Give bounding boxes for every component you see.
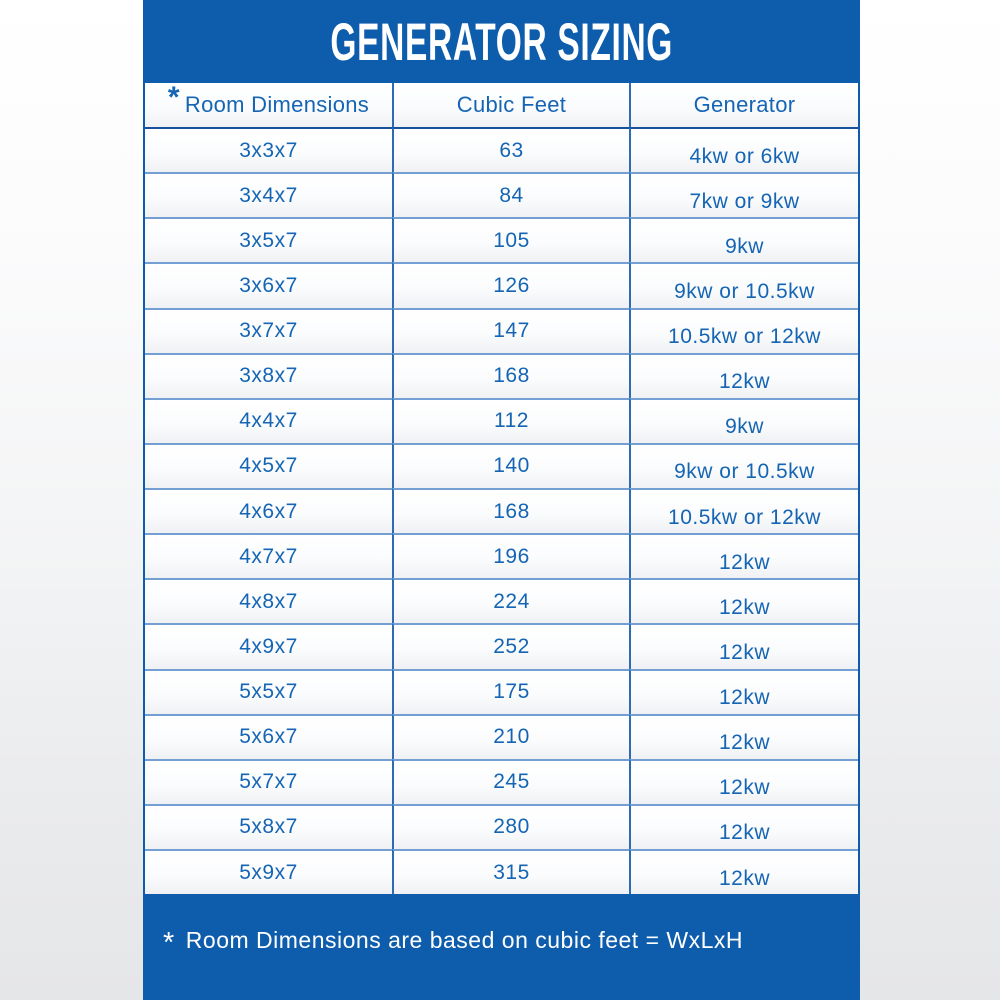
header-room-dimensions-label: Room Dimensions: [184, 92, 370, 117]
cell-generator: 12kw: [629, 759, 858, 804]
generator-sizing-panel: [143, 0, 860, 1000]
table-row: [145, 759, 858, 804]
cell-room-dimensions: 3x6x7: [145, 262, 392, 307]
cell-cubic-feet: 252: [392, 623, 629, 668]
cell-cubic-feet: 147: [392, 308, 629, 353]
table-row: [145, 217, 858, 262]
cell-cubic-feet: 168: [392, 353, 629, 398]
cell-generator: 9kw or 10.5kw: [629, 443, 858, 488]
cell-cubic-feet: 112: [392, 398, 629, 443]
footer-note-text: Room Dimensions are based on cubic feet = WxLxH: [185, 927, 744, 953]
header-room-dimensions: * Room Dimensions: [145, 83, 392, 127]
cell-cubic-feet: 168: [392, 488, 629, 533]
cell-generator: 12kw: [629, 714, 858, 759]
cell-generator: 12kw: [629, 533, 858, 578]
table-row: [145, 669, 858, 714]
title-bar: [143, 0, 860, 83]
table-row: [145, 127, 858, 172]
cell-generator: 12kw: [629, 353, 858, 398]
cell-cubic-feet: 84: [392, 172, 629, 217]
cell-cubic-feet: 315: [392, 849, 629, 894]
cell-room-dimensions: 4x5x7: [145, 443, 392, 488]
cell-generator: 9kw: [629, 398, 858, 443]
table-header-row: [145, 83, 858, 127]
cell-cubic-feet: 140: [392, 443, 629, 488]
cell-cubic-feet: 280: [392, 804, 629, 849]
cell-room-dimensions: 4x7x7: [145, 533, 392, 578]
cell-generator: 12kw: [629, 669, 858, 714]
cell-room-dimensions: 5x9x7: [145, 849, 392, 894]
cell-cubic-feet: 196: [392, 533, 629, 578]
header-cubic-feet: [392, 83, 629, 127]
cell-room-dimensions: 3x5x7: [145, 217, 392, 262]
cell-room-dimensions: 4x8x7: [145, 578, 392, 623]
footer-note-bar: [143, 894, 860, 1000]
cell-generator: 12kw: [629, 849, 858, 894]
cell-generator: 7kw or 9kw: [629, 172, 858, 217]
table-row: [145, 849, 858, 894]
table-row: [145, 443, 858, 488]
cell-cubic-feet: 210: [392, 714, 629, 759]
cell-room-dimensions: 4x6x7: [145, 488, 392, 533]
cell-room-dimensions: 4x4x7: [145, 398, 392, 443]
footer-note: * Room Dimensions are based on cubic feet = WxLxH: [163, 926, 744, 959]
cell-room-dimensions: 3x3x7: [145, 127, 392, 172]
cell-room-dimensions: 3x7x7: [145, 308, 392, 353]
cell-cubic-feet: 105: [392, 217, 629, 262]
table-row: [145, 488, 858, 533]
cell-generator: 12kw: [629, 623, 858, 668]
table-row: [145, 262, 858, 307]
cell-cubic-feet: 175: [392, 669, 629, 714]
table-row: [145, 308, 858, 353]
cell-cubic-feet: 126: [392, 262, 629, 307]
table-row: [145, 804, 858, 849]
cell-room-dimensions: 3x8x7: [145, 353, 392, 398]
header-generator-label: Generator: [693, 92, 796, 117]
cell-generator: 9kw: [629, 217, 858, 262]
table-row: [145, 623, 858, 668]
table-row: [145, 714, 858, 759]
table-row: [145, 533, 858, 578]
cell-cubic-feet: 224: [392, 578, 629, 623]
cell-generator: 12kw: [629, 578, 858, 623]
cell-room-dimensions: 5x8x7: [145, 804, 392, 849]
cell-room-dimensions: 5x7x7: [145, 759, 392, 804]
cell-cubic-feet: 63: [392, 127, 629, 172]
cell-generator: 12kw: [629, 804, 858, 849]
header-generator: [629, 83, 858, 127]
table-row: [145, 578, 858, 623]
cell-room-dimensions: 5x5x7: [145, 669, 392, 714]
cell-generator: 10.5kw or 12kw: [629, 488, 858, 533]
table-row: [145, 398, 858, 443]
cell-generator: 4kw or 6kw: [629, 127, 858, 172]
cell-generator: 9kw or 10.5kw: [629, 262, 858, 307]
table-row: [145, 353, 858, 398]
cell-room-dimensions: 5x6x7: [145, 714, 392, 759]
sizing-table: [145, 83, 858, 894]
cell-room-dimensions: 3x4x7: [145, 172, 392, 217]
table-row: [145, 172, 858, 217]
page-title: GENERATOR SIZING: [330, 12, 673, 71]
cell-cubic-feet: 245: [392, 759, 629, 804]
cell-generator: 10.5kw or 12kw: [629, 308, 858, 353]
header-cubic-feet-label: Cubic Feet: [456, 92, 567, 117]
cell-room-dimensions: 4x9x7: [145, 623, 392, 668]
